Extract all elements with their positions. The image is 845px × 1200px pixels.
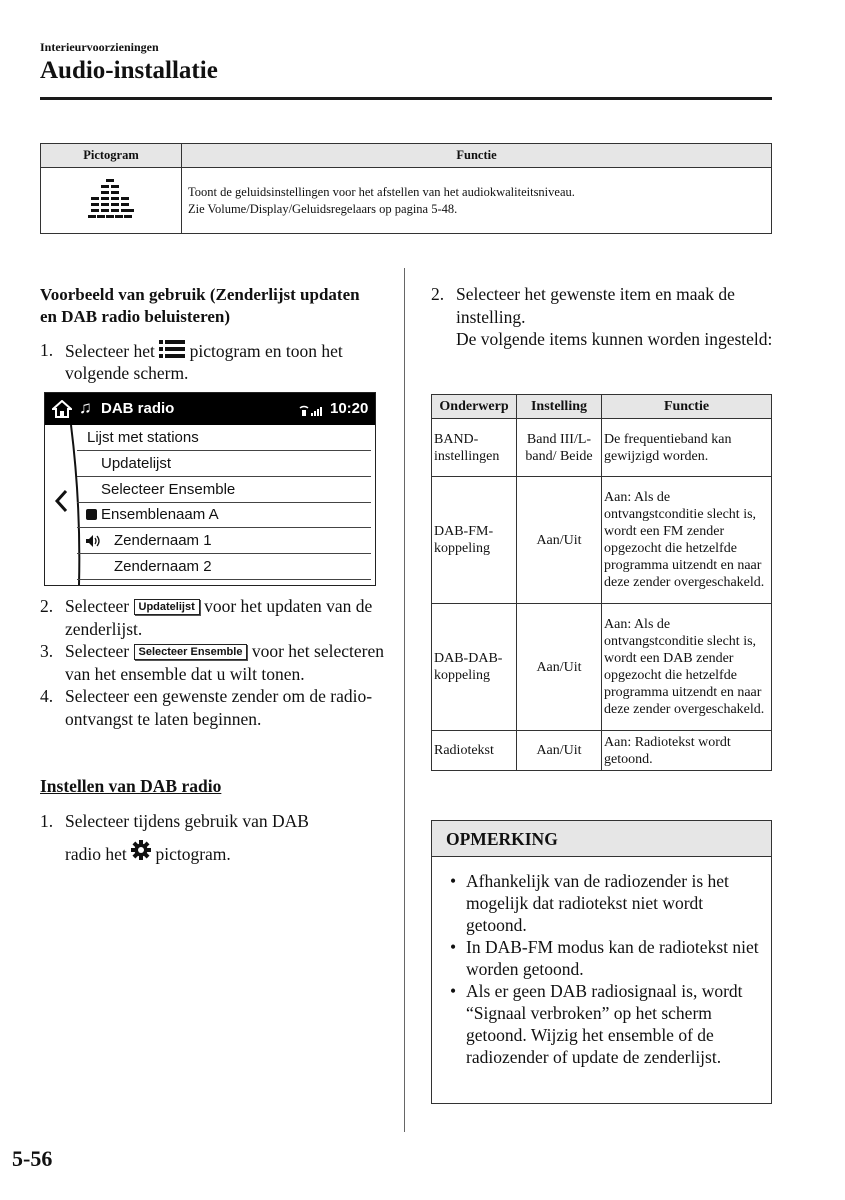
page-title: Audio-installatie — [40, 57, 218, 84]
select-ensemble-button-label: Selecteer Ensemble — [134, 644, 248, 660]
icon-table-header-pictogram: Pictogram — [41, 144, 182, 168]
step-text: Selecteer het — [65, 341, 155, 361]
cell-function: De frequentieband kan gewijzigd worden. — [602, 419, 772, 477]
step-2 — [40, 595, 385, 640]
step-text-2: De volgende items kunnen worden ingesteld: — [456, 329, 773, 349]
step-number: 1. — [40, 811, 54, 831]
icon-function-cell — [182, 168, 772, 234]
update-list-row[interactable] — [77, 451, 371, 477]
step-number: 4. — [40, 686, 54, 706]
step-text-before: radio het — [65, 844, 127, 864]
cell-function: Aan: Radiotekst wordt getoond. — [602, 731, 772, 771]
note-title: OPMERKING — [432, 821, 771, 857]
step-3 — [40, 640, 385, 685]
list-menu-icon — [159, 339, 185, 359]
step-text: Selecteer — [65, 596, 130, 616]
dab-radio-screen — [44, 392, 376, 586]
cell-setting: Aan/Uit — [517, 604, 602, 731]
ensemble-row[interactable] — [77, 502, 371, 528]
gear-icon — [131, 840, 151, 860]
row-label: Selecteer Ensemble — [101, 481, 236, 498]
table-row — [432, 419, 772, 477]
cell-subject: DAB-FM-koppeling — [432, 477, 517, 604]
bullet-text: In DAB-FM modus kan de radiotekst niet worden getoond. — [466, 937, 759, 979]
step-text: Selecteer tijdens gebruik van DAB — [65, 811, 309, 831]
updatelijst-button-label: Updatelijst — [134, 599, 200, 615]
station-row-1[interactable] — [77, 528, 371, 554]
cell-function: Aan: Als de ontvangstconditie slecht is, wordt een DAB zender opgezocht die hetzelfde programma uitzendt en naar deze zender overgeschakeld. — [602, 604, 772, 731]
cell-subject: BAND-instellingen — [432, 419, 517, 477]
row-label: Zendernaam 2 — [114, 558, 212, 575]
cell-function: Aan: Als de ontvangstconditie slecht is, wordt een FM zender opgezocht die hetzelfde programma uitzendt en naar deze zender overgeschakeld. — [602, 477, 772, 604]
music-note-icon: ♫ — [79, 398, 92, 417]
cell-subject: DAB-DAB-koppeling — [432, 604, 517, 731]
bullet-text: Afhankelijk van de radiozender is het mogelijk dat radiotekst niet wordt getoond. — [466, 871, 729, 935]
settings-header-function: Functie — [602, 395, 772, 419]
step-number: 2. — [431, 284, 445, 304]
step-number: 2. — [40, 596, 54, 616]
bullet-text: Als er geen DAB radiosignaal is, wordt “Signaal verbroken” op het scherm getoond. Wijzig het ensemble of de radiozender of update de zenderlijst. — [466, 981, 743, 1067]
note-bullet: • Als er geen DAB radiosignaal is, wordt “Signaal verbroken” op het scherm getoond. Wijzig het ensemble of de radiozender of update de zenderlijst. — [450, 981, 743, 1067]
speaker-icon — [86, 535, 102, 547]
example-heading: Voorbeeld van gebruik (Zenderlijst updaten en DAB radio beluisteren) — [40, 285, 360, 326]
screen-title: DAB radio — [101, 400, 175, 417]
dab-settings-subheading: Instellen van DAB radio — [40, 776, 222, 796]
ensemble-icon — [86, 509, 97, 520]
row-label: Lijst met stations — [87, 429, 199, 446]
step-text-after: pictogram en toon het volgende scherm. — [65, 341, 343, 383]
right-step-2 — [431, 283, 776, 351]
icon-function-line1: Toont de geluidsinstellingen voor het afstellen van het audiokwaliteitsniveau. — [188, 184, 575, 199]
step-text: Selecteer een gewenste zender om de radio-ontvangst te laten beginnen. — [65, 686, 373, 729]
back-arrow-icon[interactable] — [54, 489, 68, 513]
cell-setting: Aan/Uit — [517, 477, 602, 604]
step-number: 3. — [40, 641, 54, 661]
step-4 — [40, 685, 385, 730]
signal-icon — [297, 402, 325, 418]
step-1 — [40, 339, 385, 383]
title-rule — [40, 97, 772, 100]
equalizer-icon — [87, 178, 135, 220]
step-text-after: pictogram. — [155, 844, 231, 864]
step-text: Selecteer het gewenste item en maak de instelling. — [456, 284, 735, 327]
note-bullet: • Afhankelijk van de radiozender is het mogelijk dat radiotekst niet wordt getoond. — [450, 871, 729, 935]
note-box — [431, 820, 772, 1104]
settings-header-setting: Instelling — [517, 395, 602, 419]
cell-subject: Radiotekst — [432, 731, 517, 771]
table-row — [432, 604, 772, 731]
row-label: Updatelijst — [101, 455, 172, 472]
station-list-row[interactable] — [77, 425, 371, 451]
step-text: Selecteer — [65, 641, 130, 661]
table-row — [432, 731, 772, 771]
note-bullet: • In DAB-FM modus kan de radiotekst niet worden getoond. — [450, 937, 759, 979]
settings-header-subject: Onderwerp — [432, 395, 517, 419]
settings-step-1 — [40, 809, 385, 866]
row-label: Ensemblenaam A — [101, 506, 219, 523]
step-text-after: voor het selecteren van het ensemble dat u wilt tonen. — [65, 641, 384, 684]
icon-function-line2: Zie Volume/Display/Geluidsregelaars op pagina 5-48. — [188, 201, 458, 216]
station-row-2[interactable] — [77, 554, 371, 580]
column-divider — [404, 268, 405, 1132]
table-row — [432, 477, 772, 604]
select-ensemble-row[interactable] — [77, 477, 371, 503]
settings-table — [431, 394, 772, 771]
cell-setting: Aan/Uit — [517, 731, 602, 771]
cell-setting: Band III/L-band/ Beide — [517, 419, 602, 477]
note-bullets — [432, 870, 766, 1068]
screen-header — [45, 393, 375, 425]
home-icon[interactable] — [52, 400, 72, 418]
screen-time: 10:20 — [330, 400, 369, 417]
icon-table — [40, 143, 772, 234]
row-label: Zendernaam 1 — [114, 532, 212, 549]
section-label: Interieurvoorzieningen — [40, 40, 159, 54]
steps-list — [40, 595, 385, 730]
step-text-after: voor het updaten van de zenderlijst. — [65, 596, 373, 639]
page-number: 5-56 — [12, 1146, 53, 1171]
step-number: 1. — [40, 340, 54, 360]
icon-table-header-functie: Functie — [182, 144, 772, 168]
icon-cell — [41, 168, 182, 234]
